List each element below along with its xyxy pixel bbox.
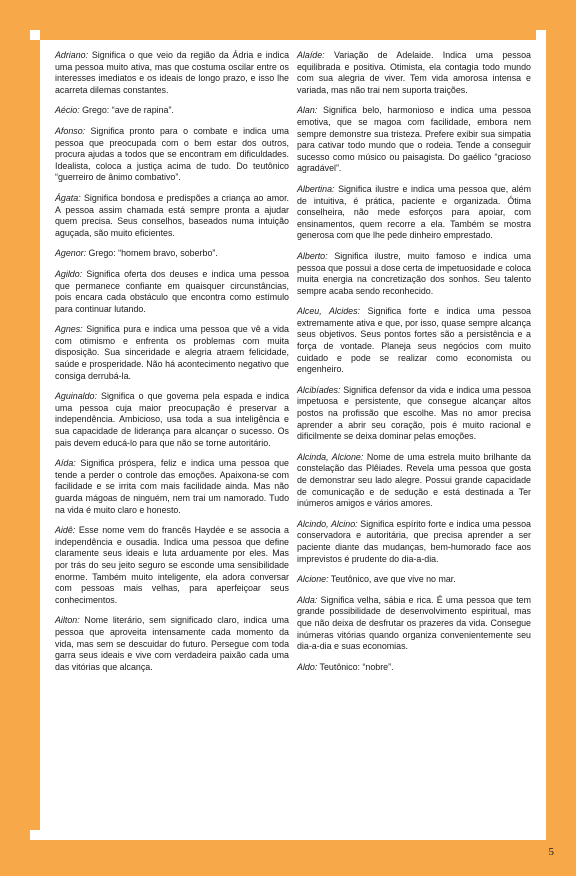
entry-text: Teutônico, ave que vive no mar. <box>328 574 456 585</box>
name-entry <box>55 615 289 673</box>
entry-text: Significa próspera, feliz e indica uma pessoa que tende a perder o controle das emoções. Apaixona-se com facilidade e se irrita com mais facilidade ainda. Mas não guarda mágoas de ninguém, nem trai um namorado. Tudo na vida é muito claro e honesto. <box>55 458 289 515</box>
entry-name: Aguinaldo: <box>55 391 97 402</box>
name-entry <box>55 391 289 449</box>
name-entry <box>297 50 531 96</box>
name-entry <box>55 105 289 117</box>
entry-name: Alcibíades: <box>297 384 341 395</box>
entry-name: Aécio: <box>55 105 80 116</box>
frame-corner-bottom-left <box>30 830 40 840</box>
name-entry <box>297 251 531 297</box>
entry-name: Agenor: <box>55 248 87 259</box>
name-entry <box>297 184 531 242</box>
name-entry <box>297 452 531 510</box>
name-entry <box>55 458 289 516</box>
frame-corner-top-left <box>30 30 40 40</box>
entry-name: Aldo: <box>297 661 318 672</box>
entry-text: Significa belo, harmonioso e indica uma pessoa emotiva, que se magoa com facilidade, embora nem sempre demonstre sua tristeza. Prefere exibir sua simpatia para cativar todo mundo que o rodeia. Tende a conseguir sucesso como músico ou paisagista. Do gaélico “gracioso agradável”. <box>297 105 531 174</box>
name-entry <box>297 306 531 376</box>
entry-text: Significa pura e indica uma pessoa que vê a vida com otimismo e enfrenta os problemas com muita disposição. Sua sinceridade e alegria atraem felicidade, saúde e prosperidade. Não há acontecimento negativo que consiga derrubá-la. <box>55 324 289 381</box>
entry-name: Adriano: <box>55 50 89 60</box>
entry-name: Alcione: <box>297 574 329 585</box>
name-entry <box>55 50 289 96</box>
entry-name: Albertina: <box>297 183 335 194</box>
entry-name: Ailton: <box>55 615 80 626</box>
entry-text: Nome literário, sem significado claro, indica uma pessoa que aproveita intensamente cada momento da vida, mas sem se descuidar do futuro. Persegue com toda garra seus ideais e vive com verdadeira paixão cada uma das vitórias que alcança. <box>55 615 289 672</box>
entry-text: Teutônico: “nobre”. <box>317 661 394 672</box>
entry-name: Alberto: <box>297 250 328 261</box>
entry-text: Significa forte e indica uma pessoa extremamente ativa e que, por isso, quase sempre alcança seus objetivos. Seus pontos fortes são a persistência e a força de vontade. Planeja seus negócios com muito cuidado e pode se realizar como economista ou engenheiro. <box>297 306 531 375</box>
left-column <box>55 50 289 682</box>
name-entry <box>297 105 531 175</box>
page-number: 5 <box>548 846 554 858</box>
entry-text: Significa bondosa e predispões a criança ao amor. A pessoa assim chamada está sempre pronta a ajudar quem precisa. Seus conselhos, baseados numa intuição aguçada, são muito eficientes. <box>55 192 289 238</box>
name-entry <box>55 269 289 315</box>
name-entry <box>55 193 289 239</box>
name-entry <box>297 574 531 586</box>
name-entry <box>297 385 531 443</box>
entry-text: Grego: “homem bravo, soberbo”. <box>86 248 218 259</box>
entry-text: Significa o que governa pela espada e indica uma pessoa cuja maior preocupação é preservar a independência. Ambicioso, usa toda a sua inteligência e sua capacidade de liderança para alcançar o sucesso. Os pais devem educá-lo para que não se torne autoritário. <box>55 391 289 448</box>
entry-name: Afonso: <box>55 125 86 136</box>
name-entry <box>55 525 289 606</box>
entry-name: Aída: <box>55 458 76 469</box>
entry-text: Variação de Adelaide. Indica uma pessoa equilibrada e positiva. Otimista, ela contagia todo mundo com sua alegria de viver. Tem vida amorosa intensa e variada, mas não trai nem suporta traições. <box>297 50 531 95</box>
entry-text: Significa pronto para o combate e indica uma pessoa que preocupada com o bem estar dos outros, procura ajudas a todos que se encontram em dificuldades. Idealista, coloca a justiça acima de tudo. Do teutônico “guerreiro de ânimo combativo”. <box>55 125 289 183</box>
entry-name: Alcindo, Alcino: <box>297 518 358 529</box>
entry-name: Ágata: <box>55 192 81 203</box>
entry-name: Alaíde: <box>297 50 325 60</box>
entry-text: Grego: “ave de rapina”. <box>79 105 174 116</box>
name-entry <box>297 595 531 653</box>
entry-text: Esse nome vem do francês Haydée e se associa a independência e ousadia. Indica uma pessoa que define claramente seus ideais e luta arduamente por eles. Mas por trás do seu jeito seguro se esconde uma sensibilidade enorme. Também muito inteligente, ela adora conversar com pessoas mais velhas, para aperfeiçoar seus conhecimentos. <box>55 525 289 605</box>
frame-corner-top-right <box>536 30 546 40</box>
entry-name: Aidê: <box>55 525 76 536</box>
name-entry <box>55 126 289 184</box>
entry-text: Nome de uma estrela muito brilhante da constelação das Plêiades. Revela uma pessoa que gosta de demonstrar seu lado alegre. Possui grande capacidade de comunicação e de sedução e está destinada a Ter inúmeros amigos e vários amores. <box>297 451 531 509</box>
entry-text: Significa defensor da vida e indica uma pessoa impetuosa e persistente, que consegue alcançar altos postos na profissão que escolhe. Mas no amor precisa aprender a abrir seu coração, pois é muito racional e dificilmente se deixa dominar pelas emoções. <box>297 384 531 442</box>
name-entry <box>297 662 531 674</box>
name-entry <box>55 248 289 260</box>
name-entry <box>297 519 531 565</box>
entry-text: Significa o que veio da região da Ádria e indica uma pessoa muito ativa, mas que costuma oscilar entre os interesses imediatos e os ideais de longo prazo, e isso lhe acarreta dilemas constantes. <box>55 50 289 95</box>
right-column <box>297 50 531 682</box>
entry-text: Significa espírito forte e indica uma pessoa conservadora e autoritária, que precisa aprender a ser paciente diante das mudanças, bem-humorado face aos imprevistos é prudente do dia-a-dia. <box>297 518 531 564</box>
entry-text: Significa ilustre, muito famoso e indica uma pessoa que possui a dose certa de impetuosidade e coloca muita energia na concretização dos sonhos. Seu talento sempre acaba sendo reconhecido. <box>297 250 531 296</box>
entry-name: Agnes: <box>55 324 83 335</box>
entry-text: Significa oferta dos deuses e indica uma pessoa que permanece confiante em quaisquer circunstâncias, pois encara cada obstáculo que encontra como estímulo para continuar lutando. <box>55 268 289 314</box>
entry-name: Alcinda, Alcione: <box>297 451 364 462</box>
entry-name: Alceu, Alcides: <box>297 306 361 317</box>
entry-text: Significa ilustre e indica uma pessoa que, além de intuitiva, é prática, paciente e organizada. Ótima conselheira, não mede esforços para apoiar, com ensinamentos, quem recorre a ela. Também se mostra generosa com que lhe pede dinheiro emprestado. <box>297 183 531 241</box>
entry-name: Alda: <box>297 594 318 605</box>
entry-name: Alan: <box>297 105 318 116</box>
entry-text: Significa velha, sábia e rica. É uma pessoa que tem grande possibilidade de desenvolvimento espiritual, mas que não deixa de desfrutar os prazeres da vida. Consegue inúmeras vitórias quando organiza convenientemente seu dia-a-dia e suas economias. <box>297 594 531 652</box>
entry-name: Agildo: <box>55 268 83 279</box>
name-entry <box>55 324 289 382</box>
